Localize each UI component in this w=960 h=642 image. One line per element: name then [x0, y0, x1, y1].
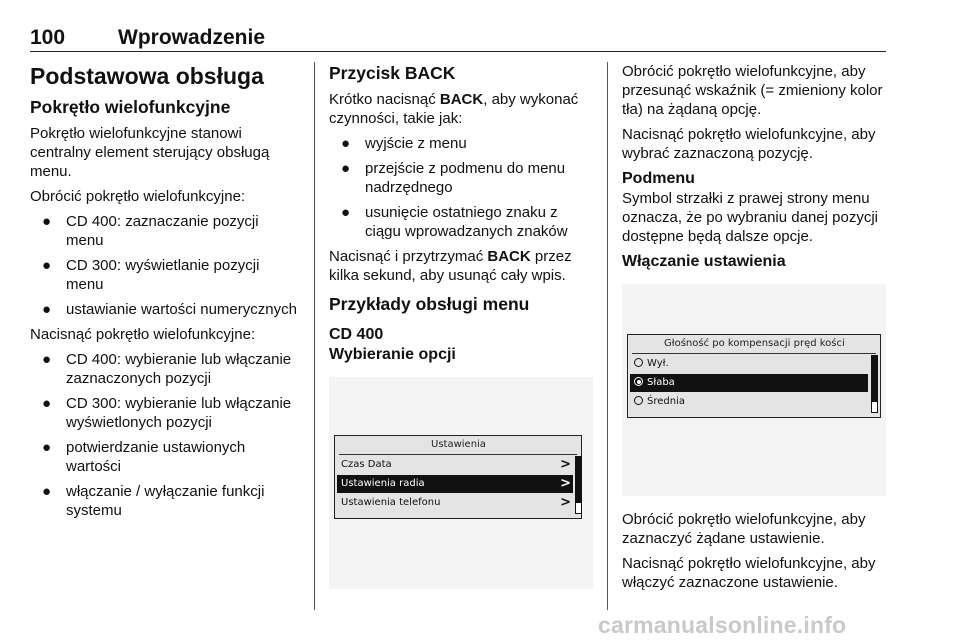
scrollbar-thumb[interactable] [575, 456, 582, 502]
subsection-title: Pokrętło wielofunkcyjne [30, 97, 231, 117]
turn-list [30, 212, 300, 319]
option-row[interactable]: Wył. [630, 355, 868, 373]
radio-off-icon [634, 358, 643, 367]
submenu-text: Symbol strzałki z prawej strony menu oznacza, że po wybraniu danej pozycji dostępne będą dalsze opcje. [622, 190, 878, 245]
back-list [329, 134, 595, 241]
bullet-icon: ● [42, 257, 52, 274]
select-title: Wybieranie opcji [329, 346, 456, 363]
bullet-icon: ● [42, 351, 52, 368]
paragraph: Obrócić pokrętło wielofunkcyjne, aby zaznaczyć żądane ustawienie. [622, 511, 866, 547]
list-item: ● CD 400: wybieranie lub włączanie zaznaczonych pozycji [42, 351, 292, 387]
list-item: ● wyjście z menu [341, 135, 467, 152]
list-item: ● CD 300: wyświetlanie pozycji menu [42, 257, 260, 293]
volume-screen-figure [622, 284, 886, 496]
bullet-icon: ● [42, 483, 52, 500]
option-row[interactable]: Średnia [630, 393, 868, 411]
model-title: CD 400 [329, 326, 384, 343]
bullet-icon: ● [42, 395, 52, 412]
back-intro: Krótko nacisnąć BACK, aby wykonać czynności, takie jak: [329, 91, 579, 127]
intro-text: Pokrętło wielofunkcyjne stanowi centralny element sterujący obsługą menu. [30, 125, 270, 180]
bullet-icon: ● [42, 213, 52, 230]
column-divider [314, 62, 315, 610]
scrollbar-thumb[interactable] [871, 355, 878, 401]
volume-screen [627, 334, 881, 418]
bullet-icon: ● [341, 160, 351, 177]
screen-divider [632, 353, 876, 354]
scrollbar-track[interactable] [575, 502, 582, 514]
screen-title: Głośność po kompensacji pręd kości [664, 338, 845, 349]
press-label: Nacisnąć pokrętło wielofunkcyjne: [30, 326, 256, 343]
list-item: ● usunięcie ostatniego znaku z ciągu wprowadzanych znaków [341, 204, 568, 240]
chevron-right-icon: > [560, 476, 571, 491]
chapter-title: Wprowadzenie [118, 26, 266, 49]
list-item: ● przejście z podmenu do menu nadrzędnego [341, 160, 566, 196]
column-divider [607, 62, 608, 610]
list-item: ● potwierdzanie ustawionych wartości [42, 439, 246, 475]
list-item: ● włączanie / wyłączanie funkcji systemu [42, 483, 265, 519]
enable-title: Włączanie ustawienia [622, 253, 786, 270]
paragraph: Nacisnąć pokrętło wielofunkcyjne, aby włączyć zaznaczone ustawienie. [622, 555, 876, 591]
screen-title: Ustawienia [431, 439, 486, 450]
option-row-selected[interactable]: Słaba [630, 374, 868, 392]
bullet-icon: ● [42, 439, 52, 456]
bullet-icon: ● [341, 204, 351, 221]
bullet-icon: ● [42, 301, 52, 318]
settings-screen [334, 435, 582, 519]
back-title: Przycisk BACK [329, 63, 456, 83]
menu-row[interactable]: Ustawienia telefonu > [341, 495, 571, 510]
column-2 [329, 62, 595, 589]
menu-row-selected[interactable]: Ustawienia radia > [337, 475, 573, 493]
section-title: Podstawowa obsługa [30, 63, 264, 89]
watermark: carmanualsonline.info [598, 612, 847, 638]
press-list [30, 350, 300, 520]
settings-screen-figure [329, 377, 593, 589]
column-3 [622, 62, 888, 598]
hold-text: Nacisnąć i przytrzymać BACK przez kilka sekund, aby usunąć cały wpis. [329, 248, 572, 284]
submenu-title: Podmenu [622, 170, 695, 187]
paragraph: Nacisnąć pokrętło wielofunkcyjne, aby wybrać zaznaczoną pozycję. [622, 126, 876, 162]
bullet-icon: ● [341, 135, 351, 152]
turn-label: Obrócić pokrętło wielofunkcyjne: [30, 188, 246, 205]
column-1 [30, 62, 300, 526]
radio-off-icon [634, 396, 643, 405]
page-number: 100 [30, 26, 66, 49]
paragraph: Obrócić pokrętło wielofunkcyjne, aby przesunąć wskaźnik (= zmieniony kolor tła) na żądaną opcję. [622, 63, 883, 118]
page-header [30, 26, 886, 52]
list-item: ● ustawianie wartości numerycznych [42, 301, 297, 318]
menu-row[interactable]: Czas Data > [341, 457, 571, 472]
list-item: ● CD 400: zaznaczanie pozycji menu [42, 213, 259, 249]
scrollbar-track[interactable] [871, 401, 878, 413]
screen-divider [339, 454, 577, 455]
list-item: ● CD 300: wybieranie lub włączanie wyświetlonych pozycji [42, 395, 292, 431]
chevron-right-icon: > [560, 457, 571, 472]
chevron-right-icon: > [560, 495, 571, 510]
radio-on-icon [634, 377, 643, 386]
examples-title: Przykłady obsługi menu [329, 294, 530, 314]
